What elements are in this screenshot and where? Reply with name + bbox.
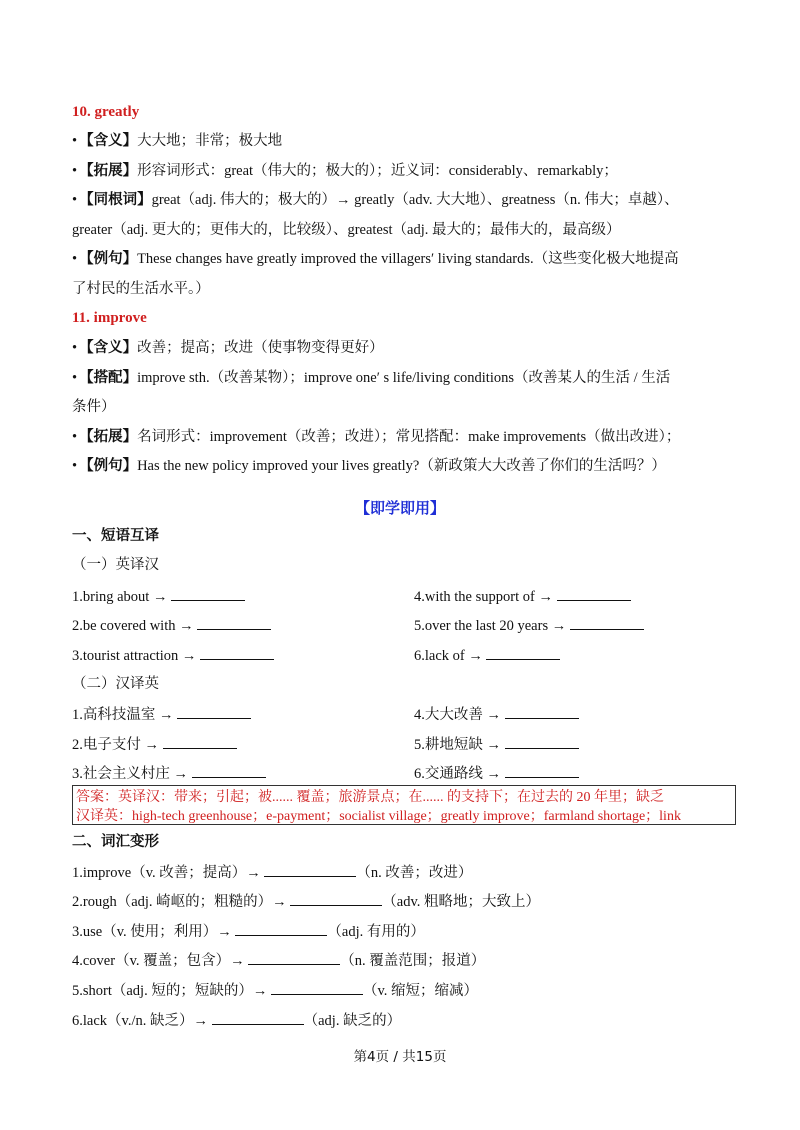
improve-collocation: • 【搭配】improve sth.（改善某物）；improve one′ s life/living conditions（改善某人的生活 / 生活 <box>72 370 671 386</box>
answer-blank[interactable] <box>290 891 382 906</box>
e2c-item-6: 6.lack of → <box>414 645 560 666</box>
answer-blank[interactable] <box>177 704 251 719</box>
answer-blank[interactable] <box>248 950 340 965</box>
collocation-text-1: improve sth.（改善某物）；improve one′ s life/living conditions（改善某人的生活 / 生活 <box>137 370 671 386</box>
example-text-2: 了村民的生活水平。） <box>72 281 210 297</box>
sub-c2e-title: （二）汉译英 <box>72 676 159 692</box>
entry-title-greatly: 10. greatly <box>72 104 140 120</box>
example-tag: 【例句】 <box>79 251 138 267</box>
e2c-item-1: 1.bring about → <box>72 586 245 607</box>
greatly-cognates: • 【同根词】great（adj. 伟大的；极大的）→ greatly（adv. 大大地）、greatness（n. 伟大；卓越）、 <box>72 192 679 208</box>
extension-text: 名词形式：improvement（改善；改进）；常见搭配：make improvements（做出改进）； <box>137 429 681 445</box>
vocab-item-4: 4.cover（v. 覆盖；包含）→ （n. 覆盖范围；报道） <box>72 950 732 971</box>
answer-blank[interactable] <box>486 645 560 660</box>
meaning-text: 改善；提高；改进（使事物变得更好） <box>137 340 384 356</box>
e2c-item-5: 5.over the last 20 years → <box>414 615 644 636</box>
e2c-item-4: 4.with the support of → <box>414 586 631 607</box>
practice-title: 【即学即用】 <box>354 499 445 517</box>
answer-blank[interactable] <box>200 645 274 660</box>
answer-blank[interactable] <box>505 734 579 749</box>
meaning-tag: 【含义】 <box>79 133 138 149</box>
c2e-item-6: 6.交通路线 → <box>414 763 579 784</box>
example-text: Has the new policy improved your lives greatly?（新政策大大改善了你们的生活吗？） <box>137 458 666 474</box>
answer-blank[interactable] <box>557 586 631 601</box>
vocab-item-5: 5.short（adj. 短的；短缺的）→ （v. 缩短；缩减） <box>72 980 732 1001</box>
page-footer: 第4页 / 共15页 <box>353 1049 447 1065</box>
example-text-1: These changes have greatly improved the villagers′ living standards.（这些变化极大地提高 <box>137 251 679 267</box>
sub-e2c-title: （一）英译汉 <box>72 557 159 573</box>
meaning-tag: 【含义】 <box>79 340 138 356</box>
cognates-text-2: greater（adj. 更大的；更伟大的，比较级）、greatest（adj. 最大的；最伟大的，最高级） <box>72 222 621 238</box>
answer-blank[interactable] <box>163 734 237 749</box>
answer-blank[interactable] <box>505 704 579 719</box>
answer-blank[interactable] <box>264 862 356 877</box>
part2-title: 二、词汇变形 <box>72 834 159 850</box>
vocab-item-2: 2.rough（adj. 崎岖的；粗糙的）→ （adv. 粗略地；大致上） <box>72 891 732 912</box>
answer-blank[interactable] <box>235 921 327 936</box>
e2c-item-3: 3.tourist attraction → <box>72 645 274 666</box>
collocation-text-2: 条件） <box>72 399 116 415</box>
improve-example: • 【例句】Has the new policy improved your lives greatly?（新政策大大改善了你们的生活吗？） <box>72 458 666 474</box>
improve-extension: • 【拓展】名词形式：improvement（改善；改进）；常见搭配：make improvements（做出改进）； <box>72 429 681 445</box>
e2c-item-2: 2.be covered with → <box>72 615 271 636</box>
part1-title: 一、短语互译 <box>72 528 159 544</box>
answer-blank[interactable] <box>271 980 363 995</box>
c2e-item-3: 3.社会主义村庄 → <box>72 763 266 784</box>
greatly-meaning: • 【含义】大大地；非常；极大地 <box>72 133 283 149</box>
c2e-item-4: 4.大大改善 → <box>414 704 579 725</box>
answer-blank[interactable] <box>197 615 271 630</box>
answer-blank[interactable] <box>505 763 579 778</box>
greatly-extension: • 【拓展】形容词形式：great（伟大的；极大的）；近义词：considerably、remarkably； <box>72 163 618 179</box>
improve-meaning: • 【含义】改善；提高；改进（使事物变得更好） <box>72 340 384 356</box>
vocab-item-3: 3.use（v. 使用；利用）→ （adj. 有用的） <box>72 921 732 942</box>
answer-blank[interactable] <box>570 615 644 630</box>
vocab-item-1: 1.improve（v. 改善；提高）→ （n. 改善；改进） <box>72 862 732 883</box>
extension-tag: 【拓展】 <box>79 163 138 179</box>
c2e-item-2: 2.电子支付 → <box>72 734 237 755</box>
vocab-item-6: 6.lack（v./n. 缺乏）→ （adj. 缺乏的） <box>72 1010 732 1031</box>
answer-line-2: 汉译英：high-tech greenhouse；e-payment；socialist village；greatly improve；farmland shortage；link <box>76 809 681 824</box>
answer-blank[interactable] <box>192 763 266 778</box>
answer-line-1: 答案：英译汉：带来；引起；被...... 覆盖；旅游景点；在...... 的支持下；在过去的 20 年里；缺乏 <box>76 790 664 805</box>
answer-blank[interactable] <box>212 1010 304 1025</box>
example-tag: 【例句】 <box>79 458 138 474</box>
c2e-item-1: 1.高科技温室 → <box>72 704 251 725</box>
collocation-tag: 【搭配】 <box>79 370 138 386</box>
c2e-item-5: 5.耕地短缺 → <box>414 734 579 755</box>
extension-tag: 【拓展】 <box>79 429 138 445</box>
greatly-example: • 【例句】These changes have greatly improved the villagers′ living standards.（这些变化极大地提高 <box>72 251 679 267</box>
extension-text: 形容词形式：great（伟大的；极大的）；近义词：considerably、remarkably； <box>137 163 618 179</box>
cognates-text-1: great（adj. 伟大的；极大的）→ greatly（adv. 大大地）、greatness（n. 伟大；卓越）、 <box>151 192 679 208</box>
entry-title-improve: 11. improve <box>72 310 147 326</box>
meaning-text: 大大地；非常；极大地 <box>137 133 283 149</box>
answer-blank[interactable] <box>171 586 245 601</box>
cognates-tag: 【同根词】 <box>79 192 152 208</box>
answer-box <box>72 785 736 825</box>
